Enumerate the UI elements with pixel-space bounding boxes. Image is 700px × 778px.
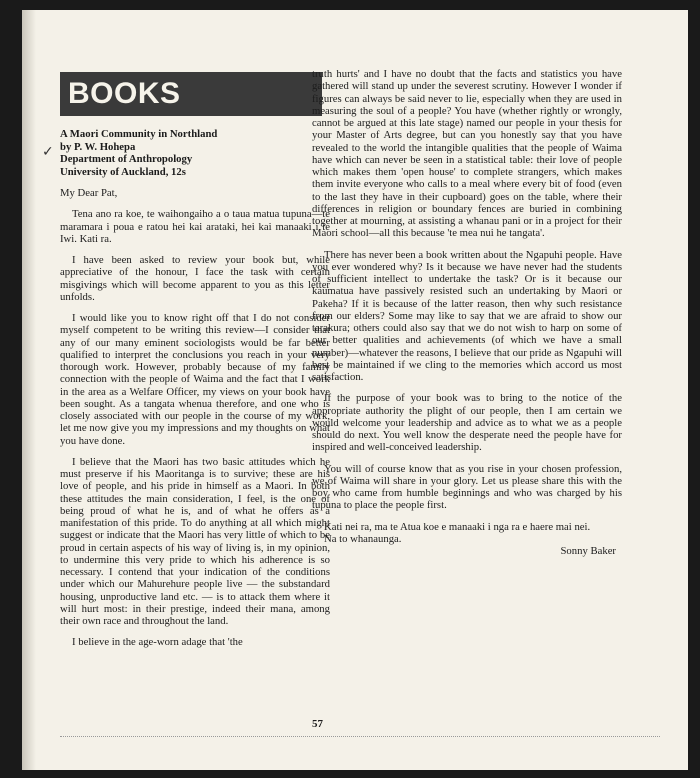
closing bbox=[312, 521, 622, 558]
paragraph: I believe that the Maori has two basic attitudes which he must preserve if his Maoritanga is to survive; these are his love of people, and his pride in himself as a Maori. In both these attitudes the main consideration, I feel, is the one of being proud of what he is, and of what he offers as a manifestation of this pride. To do anything at all which might suggest or indicate that the Maori has very little of which to be proud in certain aspects of his way of living is, in my opinion, to undermine this very pride to which his adherence is so necessary. I contend that your indication of the conditions under which our Mahurehure people live — the substandard housing, unproductive land etc. — is to attack them where it will hurt most: in their prestige, indeed their mana, among their own race and throughout the land. bbox=[60, 455, 330, 627]
section-banner: BOOKS bbox=[60, 72, 322, 116]
closing-line: Kati nei ra, ma te Atua koe e manaaki i nga ra e haere mai nei. bbox=[324, 520, 591, 533]
paragraph: I believe in the age-worn adage that 'the bbox=[72, 636, 243, 649]
paragraph: I would like you to know right off that I do not consider myself competent to be writing this review—I consider that any of our many eminent sociologists would be far better qualified to interpret the conclusions you reach in your very thorough work. However, probably because of my family connection with the people of Waima and the fact that I work in the area as a Welfare Officer, my views on your book have been sought. As a tangata whenua therefore, and one who is closely associated with our people in the course of my work, let me now give you my impressions and my thoughts on what you have done. bbox=[60, 312, 330, 447]
bottom-divider bbox=[60, 736, 660, 739]
magazine-page bbox=[22, 10, 688, 770]
right-column bbox=[312, 68, 622, 557]
closing-farewell: Na to whanaunga. bbox=[324, 532, 402, 545]
paragraph: You will of course know that as you rise in your chosen profession, we of Waima will share in your glory. Let us please share this with the boy who came from humble beginnings and who was charged by his tupuna to place the people first. bbox=[312, 462, 622, 512]
paragraph: truth hurts' and I have no doubt that the facts and statistics you have gathered will stand up under the severest scrutiny. However I wonder if figures can always be said never to lie, especially when they are used in measuring the soul of a people? You have (whether rightly or wrongly, cannot be argued at this late stage) named our people in your thesis for your Master of Arts degree, but can you honestly say that you have revealed to the world the intangible qualities that the people of Waima have which can never be seen in a statistical table: their love of people which makes them 'open house' to complete strangers, which makes them invite everyone who calls to a meal where every bit of food (even to the last they have in their cupboard) goes on the table, where their differences in religion or boundary fences are buried in combining together at mourning, at assisting a whanau pani or in a project for their Maori school—all this because 'te mea nui he tangata'. bbox=[312, 68, 622, 240]
book-title: A Maori Community in Northland bbox=[60, 128, 218, 140]
paragraph: If the purpose of your book was to bring to the notice of the appropriate authority the plight of our people, then I am certain we would welcome your leadership and advice as to what we as a people should do next. You well know the desperate need the people have for inspired and well-conceived leadership. bbox=[312, 392, 622, 454]
paragraph: Tena ano ra koe, te waihongaiho a o taua matua tupuna—te maramara i poua e ratou hei kai arataki, hei kai manaaki i te Iwi. Kati ra. bbox=[60, 208, 330, 245]
signature: Sonny Baker bbox=[560, 545, 616, 557]
book-university: University of Auckland, 12s bbox=[60, 165, 186, 178]
book-department: Department of Anthropology bbox=[60, 153, 193, 165]
paragraph: There has never been a book written about the Ngapuhi people. Have you ever wondered why? Is it because we have never had the students of sufficient intellect to undertake the task? Or is it because our kaumatua have passively resisted such an undertaking by Maori or Pakeha? If it is because of the latter reason, then why such resistance from our elders? Some may like to say that we are afraid to show our tarakura; others could also say that we do not wish to harp on some of our better qualities and achievements (of which we have a small number)—whatever the reasons, I believe that our pride as Ngapuhi will best be maintained if we cling to the memories which accord us most satisfaction. bbox=[312, 248, 622, 383]
check-mark-icon: ✓ bbox=[42, 144, 54, 160]
paragraph: I have been asked to review your book but, while appreciative of the honour, I face the task with certain misgivings which will become apparent to you as this letter unfolds. bbox=[60, 254, 330, 303]
left-column bbox=[60, 128, 330, 658]
book-author: by P. W. Hohepa bbox=[60, 140, 136, 153]
book-details bbox=[60, 128, 330, 178]
page-number: 57 bbox=[312, 718, 323, 730]
salutation: My Dear Pat, bbox=[60, 187, 118, 199]
